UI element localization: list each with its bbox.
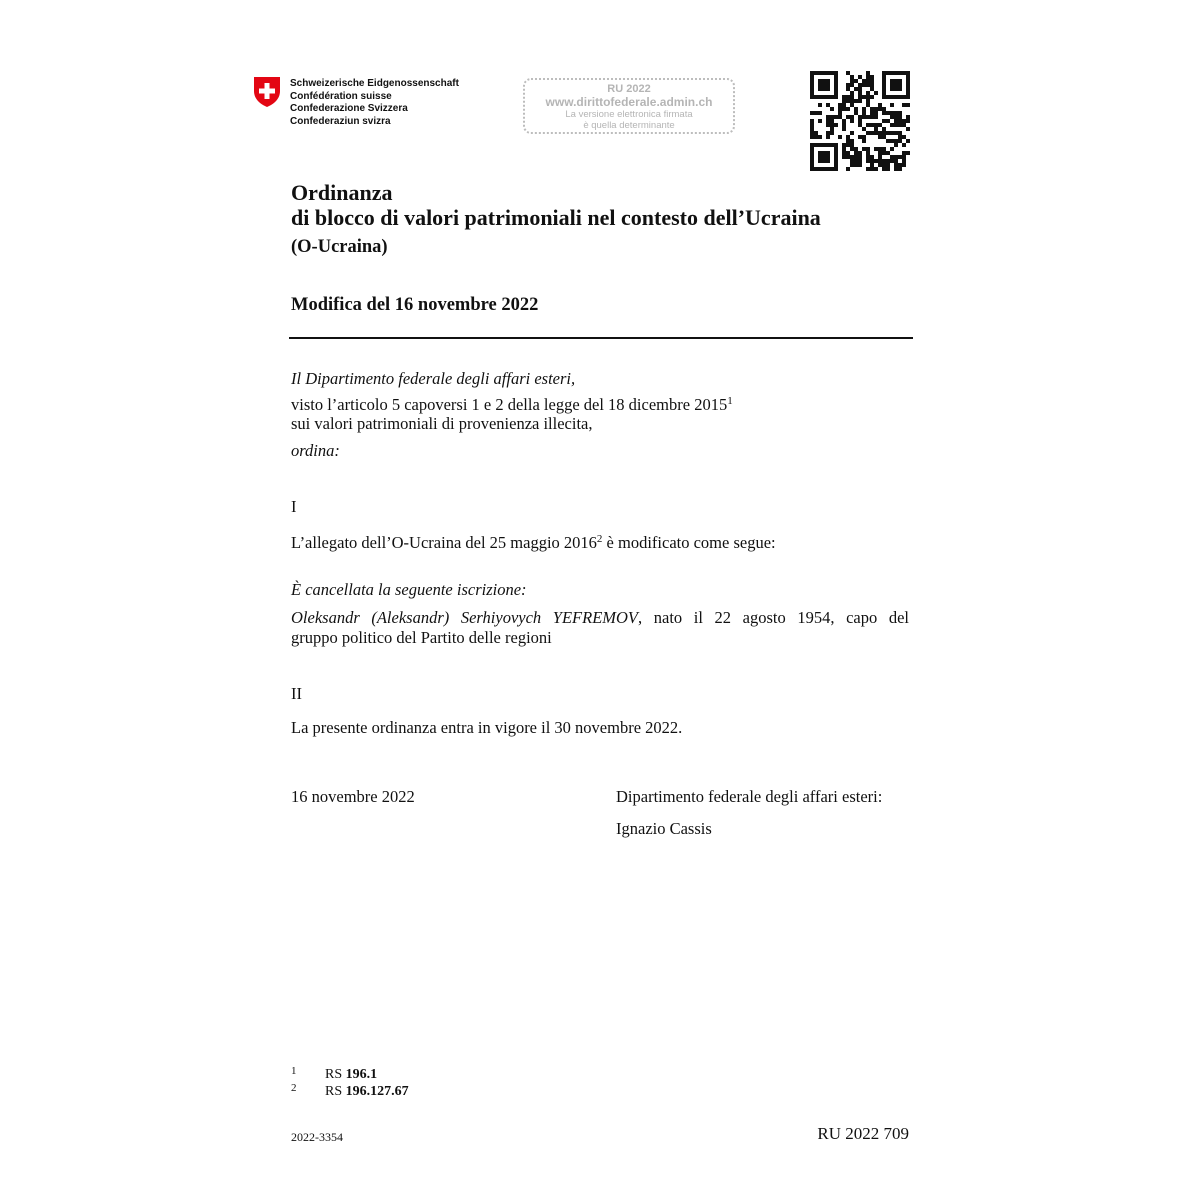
- footnote-2-ref[interactable]: 196.127.67: [345, 1084, 409, 1099]
- section-2-numeral: II: [291, 684, 302, 703]
- qr-code-icon: [810, 71, 910, 171]
- title-divider: [289, 337, 913, 339]
- preamble-decree: ordina:: [291, 441, 340, 460]
- title-line-1: Ordinanza: [291, 180, 393, 205]
- confed-name-it: Confederazione Svizzera: [290, 103, 408, 114]
- entry-line-1-rest: , nato il 22 agosto 1954, capo del: [638, 608, 909, 627]
- preamble-legal-basis: [291, 395, 733, 414]
- confed-name-rm: Confederaziun svizra: [290, 115, 391, 127]
- signature-date: 16 novembre 2022: [291, 787, 415, 806]
- amendment-date: Modifica del 16 novembre 2022: [291, 295, 539, 315]
- stamp-url[interactable]: www.dirittofederale.admin.ch: [545, 95, 713, 109]
- short-title: (O-Ucraina): [291, 237, 388, 257]
- signature-name: Ignazio Cassis: [616, 819, 712, 838]
- stamp-note-1: La versione elettronica firmata: [565, 109, 693, 120]
- document-title: [291, 180, 931, 230]
- stamp-collection: RU 2022: [607, 83, 651, 95]
- section-1-text-main: L’allegato dell’O-Ucraina del 25 maggio 2016: [291, 533, 597, 552]
- swiss-cross-icon: [253, 76, 281, 108]
- footnote-2: [291, 1080, 409, 1100]
- confederation-names: [290, 78, 459, 128]
- preamble-line-2: sui valori patrimoniali di provenienza illecita,: [291, 414, 593, 433]
- preamble-line-1: visto l’articolo 5 capoversi 1 e 2 della legge del 18 dicembre 2015: [291, 395, 728, 414]
- stamp-note-2: è quella determinante: [583, 120, 675, 131]
- title-line-2: di blocco di valori patrimoniali nel contesto dell’Ucraina: [291, 205, 821, 230]
- confed-name-de: Schweizerische Eidgenossenschaft: [290, 78, 459, 89]
- footnote-2-prefix: RS: [325, 1084, 346, 1099]
- footnote-1-ref[interactable]: 196.1: [345, 1067, 378, 1082]
- footnote-2-number: 2: [291, 1082, 297, 1094]
- footnote-1-prefix: RS: [325, 1067, 346, 1082]
- footnote-ref-2[interactable]: 2: [596, 533, 603, 545]
- section-1-numeral: I: [291, 497, 297, 516]
- confed-name-fr: Confédération suisse: [290, 90, 392, 102]
- entry-person-name: Oleksandr (Aleksandr) Serhiyovych YEFREMOV: [291, 608, 639, 627]
- footnote-1-number: 1: [291, 1065, 297, 1077]
- document-id: 2022-3354: [291, 1130, 343, 1144]
- section-1-text: [291, 533, 776, 552]
- page-reference: RU 2022 709: [817, 1124, 909, 1143]
- section-1-subheading: È cancellata la seguente iscrizione:: [291, 580, 527, 599]
- publication-stamp: [523, 78, 735, 134]
- footnote-ref-1[interactable]: 1: [727, 395, 733, 407]
- section-2-text: La presente ordinanza entra in vigore il 30 novembre 2022.: [291, 718, 683, 737]
- entry-line-2: gruppo politico del Partito delle regioni: [291, 628, 552, 647]
- signature-department: Dipartimento federale degli affari esteri:: [616, 787, 883, 806]
- preamble-authority: Il Dipartimento federale degli affari esteri,: [291, 369, 576, 388]
- entry-line-1: [291, 608, 909, 627]
- section-1-text-after: è modificato come segue:: [602, 533, 776, 552]
